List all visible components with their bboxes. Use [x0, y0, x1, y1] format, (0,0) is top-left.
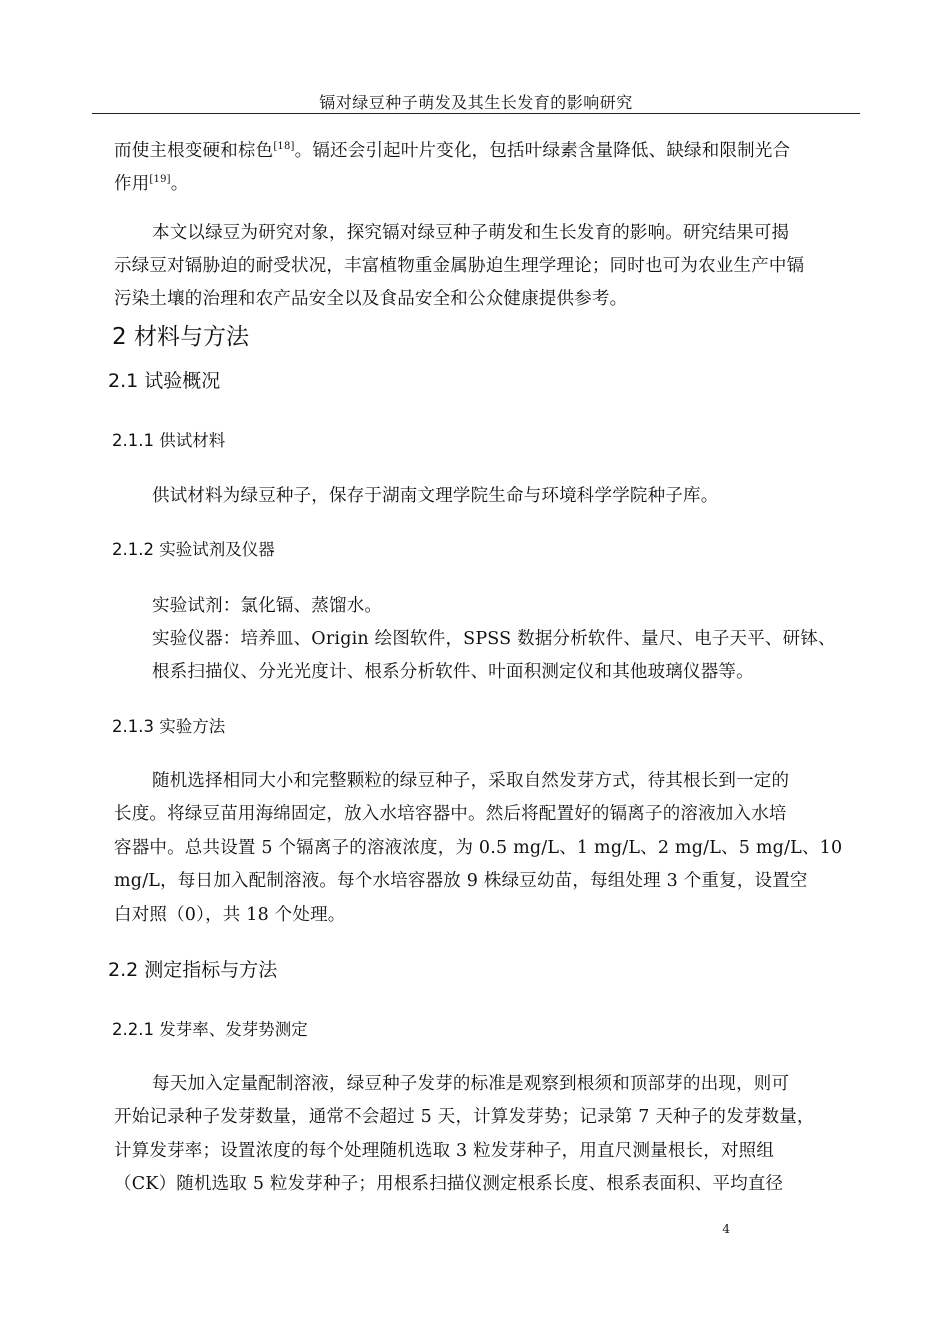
header-rule	[92, 113, 860, 114]
intro-p1-line2	[114, 170, 188, 195]
instruments-line2: 根系扫描仪、分光光度计、根系分析软件、叶面积测定仪和其他玻璃仪器等。	[152, 662, 754, 682]
section-heading-2-1-3: 2.1.3 实验方法	[112, 717, 226, 736]
intro-p2-line3: 污染土壤的治理和农产品安全以及食品安全和公众健康提供参考。	[114, 289, 628, 309]
section-heading-2-1-2: 2.1.2 实验试剂及仪器	[112, 540, 275, 559]
running-header: 镉对绿豆种子萌发及其生长发育的影响研究	[319, 93, 633, 112]
method-line5: 白对照（0），共 18 个处理。	[114, 905, 346, 925]
germination-line4: （CK）随机选取 5 粒发芽种子；用根系扫描仪测定根系长度、根系表面积、平均直径	[114, 1174, 784, 1194]
section-heading-2-1-1: 2.1.1 供试材料	[112, 431, 226, 450]
citation-18: [18]	[273, 141, 295, 152]
section-heading-2-1: 2.1 试验概况	[108, 370, 221, 392]
intro-p2-line1: 本文以绿豆为研究对象，探究镉对绿豆种子萌发和生长发育的影响。研究结果可揭	[152, 223, 790, 243]
text-span: 作用	[114, 174, 150, 194]
method-line1: 随机选择相同大小和完整颗粒的绿豆种子，采取自然发芽方式，待其根长到一定的	[152, 771, 790, 791]
method-line4: mg/L，每日加入配制溶液。每个水培容器放 9 株绿豆幼苗，每组处理 3 个重复，设置空	[114, 871, 808, 891]
germination-line1: 每天加入定量配制溶液，绿豆种子发芽的标准是观察到根须和顶部芽的出现，则可	[152, 1074, 790, 1094]
instruments-line1: 实验仪器：培养皿、Origin 绘图软件，SPSS 数据分析软件、量尺、电子天平、研钵、	[152, 629, 836, 649]
section-heading-2-2-1: 2.2.1 发芽率、发芽势测定	[112, 1020, 308, 1039]
germination-line2: 开始记录种子发芽数量，通常不会超过 5 天，计算发芽势；记录第 7 天种子的发芽数量，	[114, 1107, 815, 1127]
citation-19: [19]	[149, 174, 171, 185]
text-span: 。镉还会引起叶片变化，包括叶绿素含量降低、缺绿和限制光合	[294, 141, 791, 161]
reagents-text: 实验试剂：氯化镉、蒸馏水。	[152, 596, 383, 616]
text-span: 而使主根变硬和棕色	[114, 141, 274, 161]
text-span: 。	[170, 174, 189, 194]
materials-text: 供试材料为绿豆种子，保存于湖南文理学院生命与环境科学学院种子库。	[152, 486, 719, 506]
method-line2: 长度。将绿豆苗用海绵固定，放入水培容器中。然后将配置好的镉离子的溶液加入水培	[114, 804, 787, 824]
method-line3: 容器中。总共设置 5 个镉离子的溶液浓度，为 0.5 mg/L、1 mg/L、2 mg/L、5 mg/L、10	[114, 838, 843, 858]
intro-p1-line1	[114, 137, 790, 162]
section-heading-2-2: 2.2 测定指标与方法	[108, 959, 278, 981]
intro-p2-line2: 示绿豆对镉胁迫的耐受状况，丰富植物重金属胁迫生理学理论；同时也可为农业生产中镉	[114, 256, 805, 276]
section-heading-2: 2 材料与方法	[112, 324, 249, 350]
germination-line3: 计算发芽率；设置浓度的每个处理随机选取 3 粒发芽种子，用直尺测量根长，对照组	[114, 1141, 775, 1161]
page-number: 4	[722, 1222, 730, 1236]
